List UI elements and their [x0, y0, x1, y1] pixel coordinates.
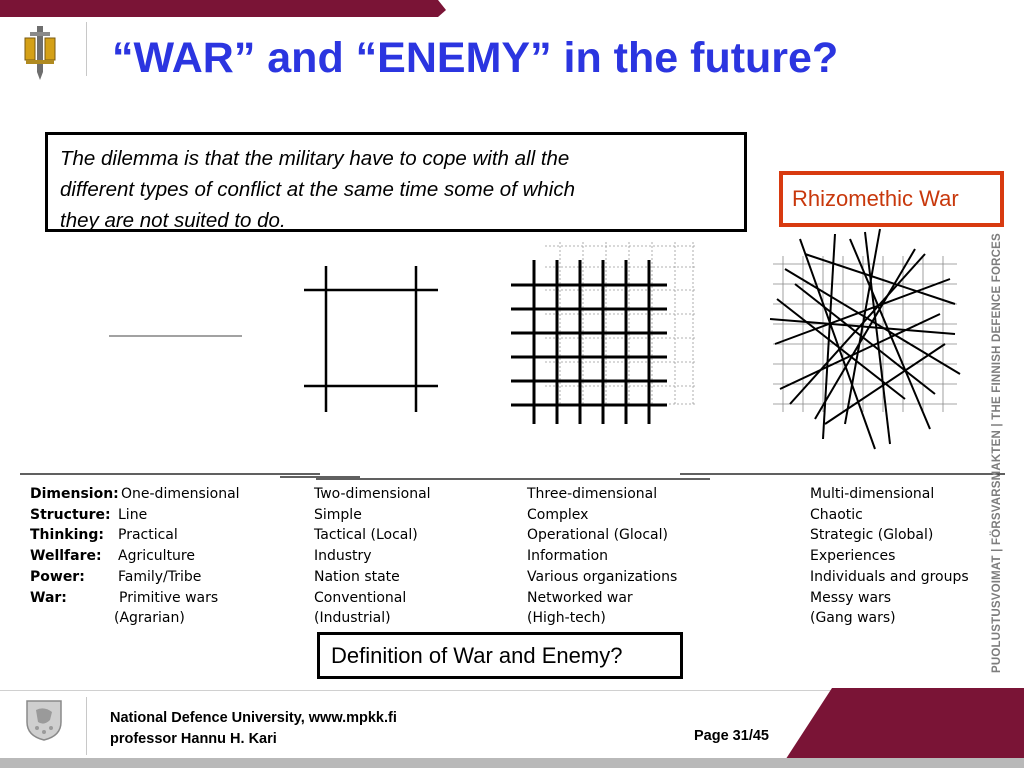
footer-author: professor Hannu H. Kari — [110, 731, 277, 747]
footer-accent-wedge — [780, 688, 1024, 768]
two-dimensional-square-diagram — [300, 262, 445, 417]
table-separator — [20, 470, 1010, 484]
table-cell: (High-tech) — [527, 610, 606, 627]
table-cell: Simple — [314, 506, 362, 523]
table-cell: Messy wars — [810, 589, 892, 606]
table-cell: Practical — [118, 527, 178, 544]
table-cell: Nation state — [314, 568, 400, 585]
footer-organization: National Defence University, www.mpkk.fi — [110, 710, 397, 726]
table-cell: One-dimensional — [121, 486, 240, 502]
footer-divider — [86, 697, 87, 755]
label-dimension: Dimension: — [30, 486, 119, 502]
table-cell: Complex — [527, 506, 589, 523]
label-power: Power: — [30, 568, 85, 585]
table-labels — [30, 484, 119, 608]
table-cell: Various organizations — [527, 568, 678, 585]
header-divider — [86, 22, 87, 76]
table-cell: Experiences — [810, 548, 896, 565]
table-cell: Industry — [314, 548, 372, 565]
definition-question-text: Definition of War and Enemy? — [331, 643, 623, 668]
table-cell: Operational (Glocal) — [527, 527, 668, 544]
label-war: War: — [30, 589, 67, 606]
page-number: Page 31/45 — [694, 728, 769, 744]
rhizomatic-war-box — [779, 171, 1004, 227]
table-column-multi-dimensional — [810, 484, 969, 629]
table-cell: Networked war — [527, 589, 633, 606]
table-cell: Chaotic — [810, 506, 863, 523]
table-cell: Information — [527, 548, 609, 565]
label-structure: Structure: — [30, 506, 111, 523]
lion-coat-of-arms-icon — [24, 698, 64, 742]
table-cell: Tactical (Local) — [314, 527, 418, 544]
dilemma-line-2: different types of conflict at the same time some of which — [60, 178, 576, 201]
dilemma-line-1: The dilemma is that the military have to cope with all the — [60, 147, 570, 170]
table-cell: Primitive wars — [119, 589, 219, 606]
table-cell: (Industrial) — [314, 610, 391, 627]
sidebar-vertical-text: PUOLUSTUSVOIMAT | FÖRSVARSMAKTEN | THE FINNISH DEFENCE FORCES — [991, 233, 1003, 673]
multi-dimensional-chaos-diagram — [765, 224, 965, 454]
table-cell: Line — [118, 506, 148, 523]
table-cell: (Gang wars) — [810, 610, 896, 627]
page-title: “WAR” and “ENEMY” in the future? — [112, 34, 839, 82]
table-column-two-dimensional — [314, 484, 431, 629]
table-column-three-dimensional — [527, 484, 677, 629]
table-cell: Strategic (Global) — [810, 527, 934, 544]
table-cell: Agriculture — [118, 548, 195, 565]
rhizomatic-war-label: Rhizomethic War — [792, 186, 959, 211]
dilemma-line-3: they are not suited to do. — [60, 209, 286, 232]
table-cell: Individuals and groups — [810, 568, 969, 585]
three-dimensional-grid-diagram — [505, 238, 700, 428]
label-thinking: Thinking: — [30, 527, 104, 544]
table-cell: Three-dimensional — [527, 486, 658, 502]
table-cell: Two-dimensional — [314, 486, 431, 502]
sword-emblem-icon — [20, 24, 60, 82]
bottom-band — [0, 758, 1024, 768]
table-cell: (Agrarian) — [114, 610, 185, 627]
one-dimensional-line-diagram — [105, 330, 245, 340]
top-banner — [0, 0, 450, 20]
table-column-one-dimensional — [114, 484, 240, 629]
definition-question-box — [317, 632, 683, 679]
table-cell: Multi-dimensional — [810, 486, 935, 502]
dilemma-textbox — [45, 132, 747, 232]
table-cell: Conventional — [314, 589, 407, 606]
table-cell: Family/Tribe — [118, 568, 202, 585]
label-wellfare: Wellfare: — [30, 548, 102, 565]
